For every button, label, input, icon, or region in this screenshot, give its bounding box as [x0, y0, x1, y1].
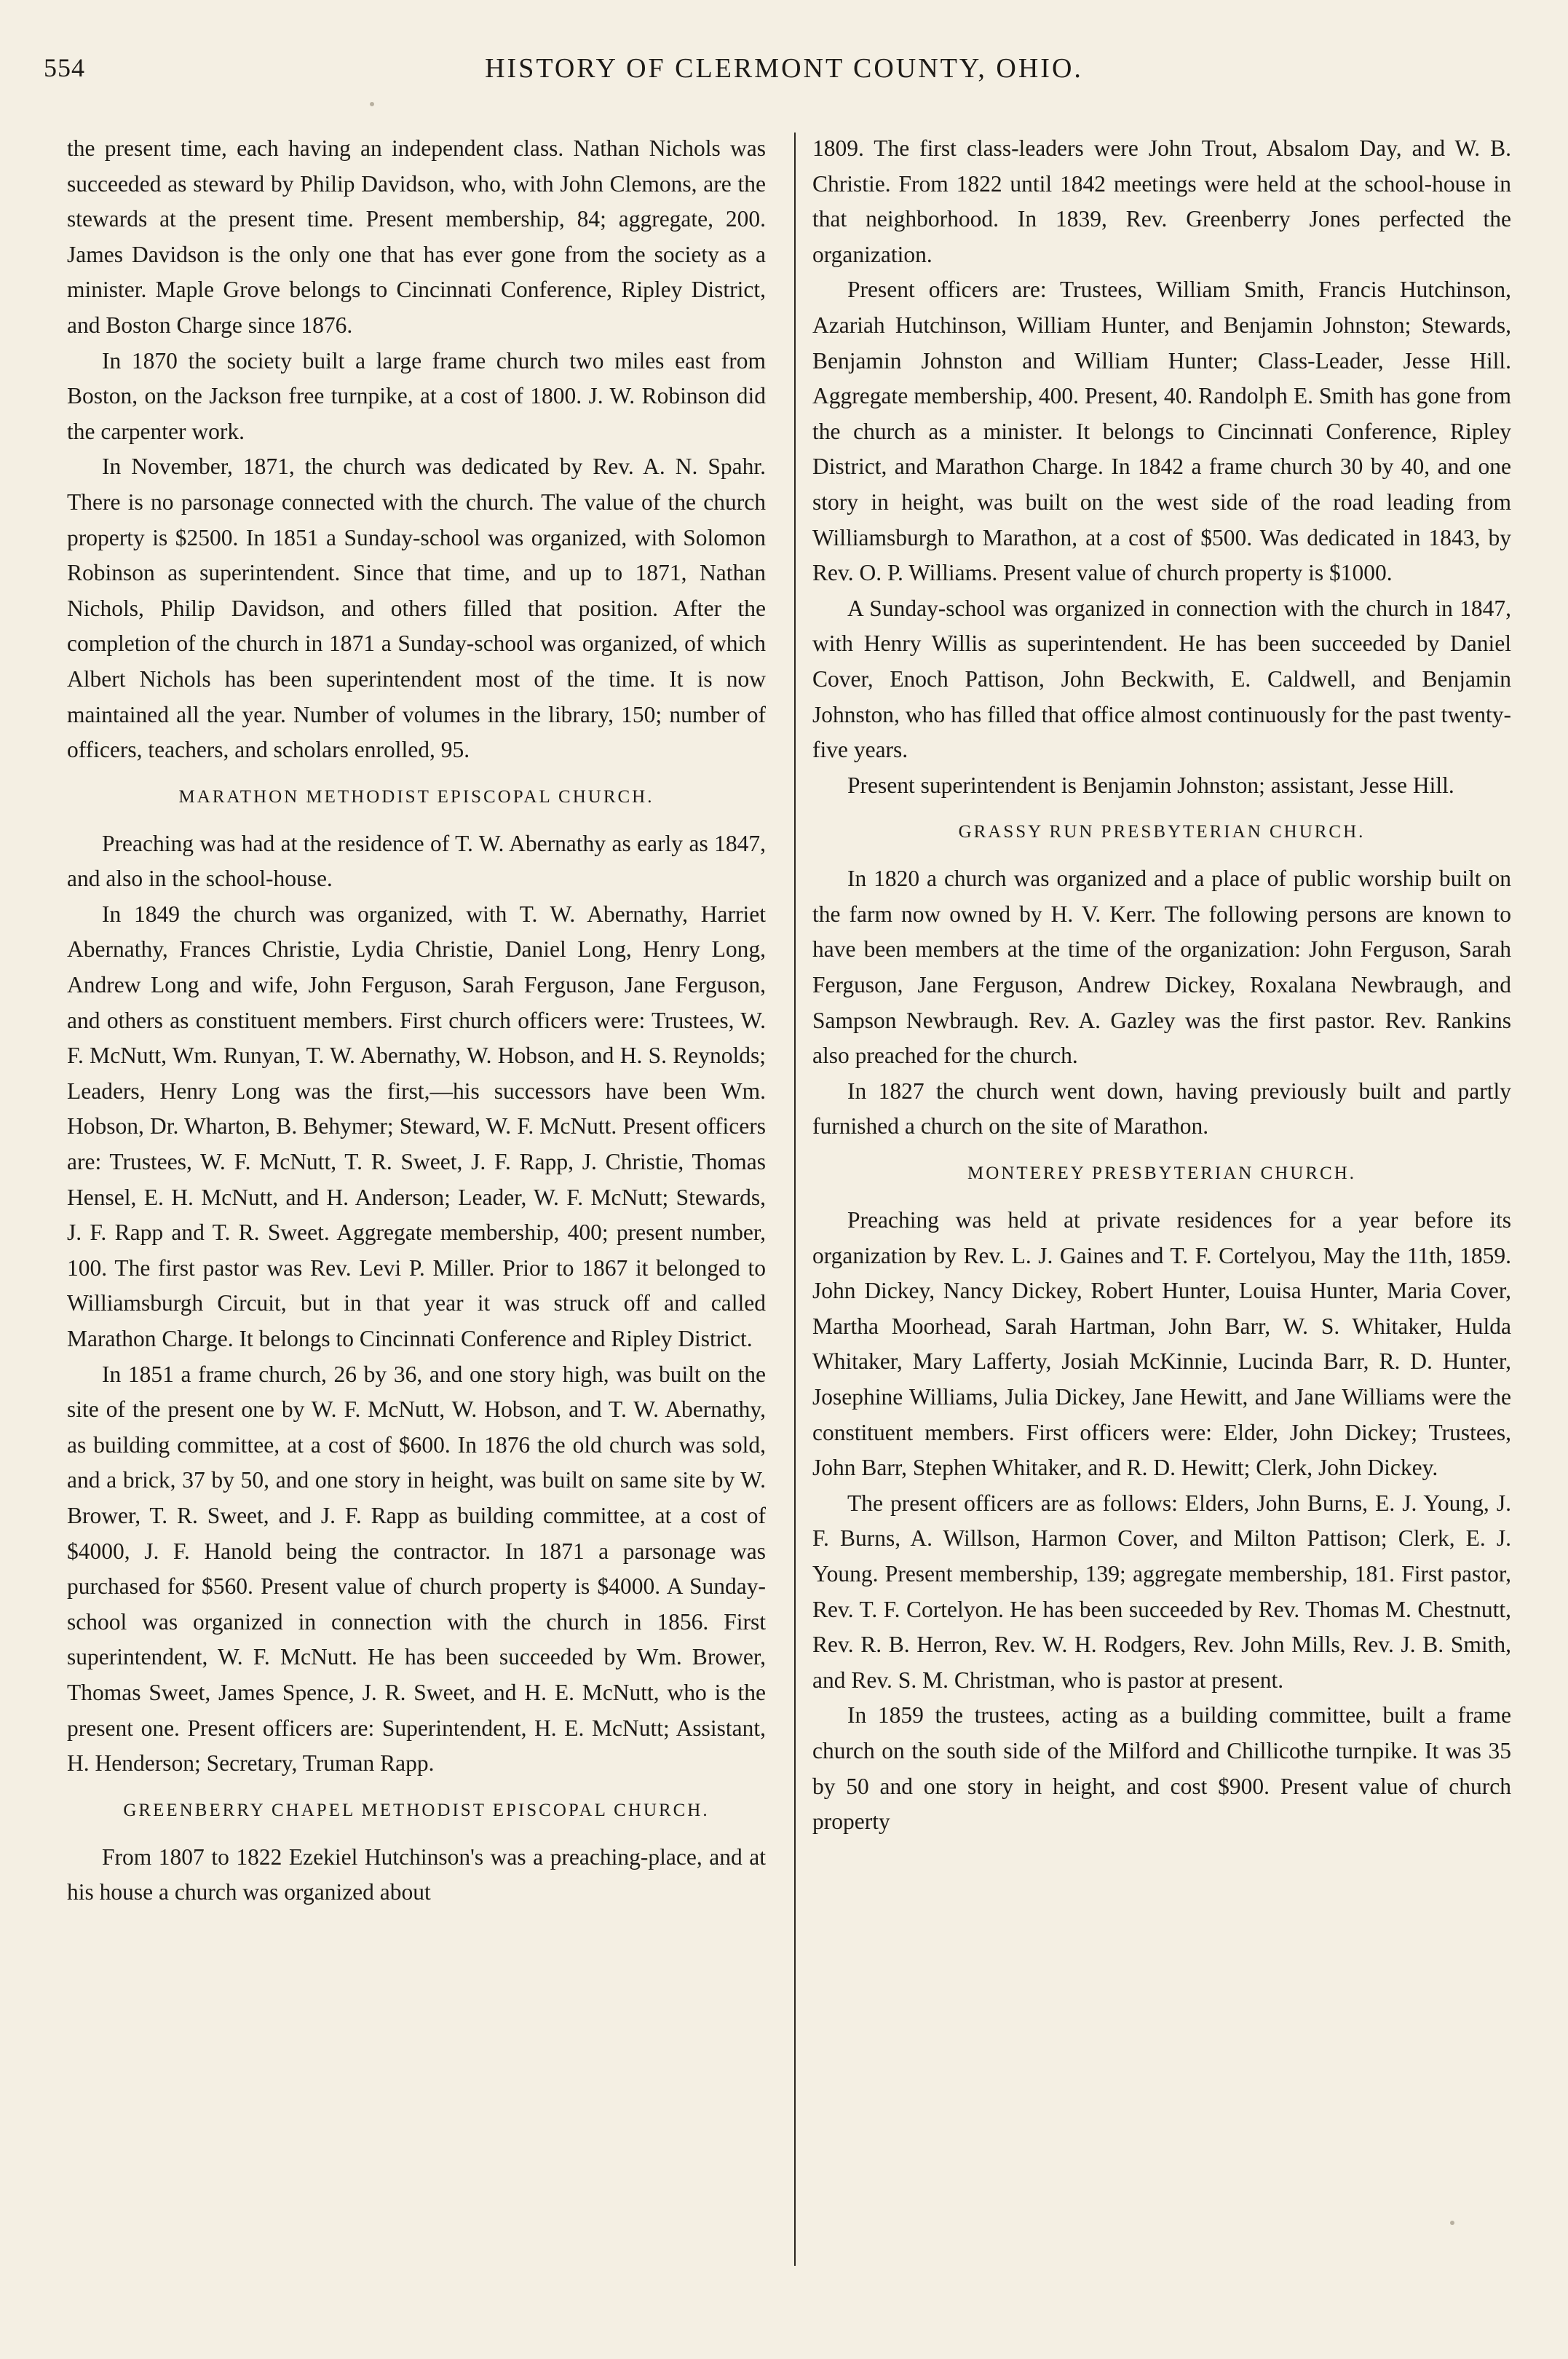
- paragraph: 1809. The first class-leaders were John Trout, Absalom Day, and W. B. Christie. From 1822 until 1842 meetings were held at the school-house in that neighborhood. In 1839, Rev. Greenberry Jones perfected the organization.: [812, 135, 1511, 267]
- paragraph: Preaching was held at private residences for a year before its organization by Rev. L. J. Gaines and T. F. Cortelyou, May the 11th, 1859. John Dickey, Nancy Dickey, Robert Hunter, Louisa Hunter, Maria Cover, Martha Moorhead, Sarah Hartman, John Barr, W. S. Whitaker, Hulda Whitaker, Mary Lafferty, Josiah McKinnie, Lucinda Barr, R. D. Hunter, Josephine Williams, Julia Dickey, Jane Hewitt, and Jane Williams were the constituent members. First officers were: Elder, John Dickey; Trustees, John Barr, Stephen Whitaker, and R. D. Hewitt; Clerk, John Dickey.: [812, 1207, 1511, 1481]
- left-column: [67, 131, 766, 1910]
- running-head: HISTORY OF CLERMONT COUNTY, OHIO.: [485, 53, 1083, 84]
- paragraph: In 1849 the church was organized, with T. W. Abernathy, Harriet Abernathy, Frances Christie, Lydia Christie, Daniel Long, Henry Long, Andrew Long and wife, John Ferguson, Sarah Ferguson, Jane Ferguson, and others as constituent members. First church officers were: Trustees, W. F. McNutt, Wm. Runyan, T. W. Abernathy, W. Hobson, and H. S. Reynolds; Leaders, Henry Long was the first,—his successors have been Wm. Hobson, Dr. Wharton, B. Behymer; Steward, W. F. McNutt. Present officers are: Trustees, W. F. McNutt, T. R. Sweet, J. F. Rapp, J. Christie, Thomas Hensel, E. H. McNutt, and H. Anderson; Leader, W. F. McNutt; Stewards, J. F. Rapp and T. R. Sweet. Aggregate membership, 400; present number, 100. The first pastor was Rev. Levi P. Miller. Prior to 1867 it belonged to Williamsburgh Circuit, but in that year it was struck off and called Marathon Charge. It belongs to Cincinnati Conference and Ripley District.: [67, 901, 766, 1351]
- paragraph: From 1807 to 1822 Ezekiel Hutchinson's was a preaching-place, and at his house a church was organized about: [67, 1844, 766, 1905]
- paragraph: Present superintendent is Benjamin Johnston; assistant, Jesse Hill.: [847, 772, 1454, 798]
- page-number: 554: [44, 53, 85, 82]
- paragraph: In 1851 a frame church, 26 by 36, and one story high, was built on the site of the present one by W. F. McNutt, W. Hobson, and T. W. Abernathy, as building committee, at a cost of $600. In 1876 the old church was sold, and a brick, 37 by 50, and one story in height, was built on same site by W. Brower, T. R. Sweet, and J. F. Rapp as building committee, at a cost of $4000, J. F. Hanold being the contractor. In 1871 a parsonage was purchased for $560. Present value of church property is $4000. A Sunday-school was organized in connection with the church in 1856. First superintendent, W. F. McNutt. He has been succeeded by Wm. Brower, Thomas Sweet, James Spence, J. R. Sweet, and H. E. McNutt, who is the present one. Present officers are: Superintendent, H. E. McNutt; Assistant, H. Henderson; Secretary, Truman Rapp.: [67, 1361, 766, 1777]
- paragraph: Preaching was had at the residence of T. W. Abernathy as early as 1847, and also in the school-house.: [67, 830, 766, 892]
- section-heading-marathon: MARATHON METHODIST EPISCOPAL CHURCH.: [178, 786, 654, 807]
- page-header: [0, 45, 1568, 89]
- section-heading-monterey: MONTEREY PRESBYTERIAN CHURCH.: [967, 1163, 1357, 1184]
- paragraph: Present officers are: Trustees, William Smith, Francis Hutchinson, Azariah Hutchinson, William Hunter, and Benjamin Johnston; Stewards, Benjamin Johnston and William Hunter; Class-Leader, Jesse Hill. Aggregate membership, 400. Present, 40. Randolph E. Smith has gone from the church as a minister. It belongs to Cincinnati Conference, Ripley District, and Marathon Charge. In 1842 a frame church 30 by 40, and one story in height, was built on the west side of the road leading from Williamsburgh to Marathon, at a cost of $500. Was dedicated in 1843, by Rev. O. P. Williams. Present value of church property is $1000.: [812, 277, 1511, 586]
- paragraph: the present time, each having an independent class. Nathan Nichols was succeeded as steward by Philip Davidson, who, with John Clemons, are the stewards at the present time. Present membership, 84; aggregate, 200. James Davidson is the only one that has ever gone from the society as a minister. Maple Grove belongs to Cincinnati Conference, Ripley District, and Boston Charge since 1876.: [67, 135, 766, 338]
- paragraph: In 1827 the church went down, having previously built and partly furnished a church on the site of Marathon.: [812, 1078, 1511, 1139]
- paragraph: A Sunday-school was organized in connection with the church in 1847, with Henry Willis as superintendent. He has been succeeded by Daniel Cover, Enoch Pattison, John Beckwith, E. Caldwell, and Benjamin Johnston, who has filled that office almost continuously for the past twenty-five years.: [812, 595, 1511, 763]
- paragraph: The present officers are as follows: Elders, John Burns, E. J. Young, J. F. Burns, A. Willson, Harmon Cover, and Milton Pattison; Clerk, E. J. Young. Present membership, 139; aggregate membership, 181. First pastor, Rev. T. F. Cortelyon. He has been succeeded by Rev. Thomas M. Chestnutt, Rev. R. B. Herron, Rev. W. H. Rodgers, Rev. John Mills, Rev. J. B. Smith, and Rev. S. M. Christman, who is pastor at present.: [812, 1490, 1511, 1693]
- section-heading-grassy-run: GRASSY RUN PRESBYTERIAN CHURCH.: [958, 822, 1366, 842]
- print-speck: [370, 102, 374, 106]
- paragraph: In 1859 the trustees, acting as a building committee, built a frame church on the south side of the Milford and Chillicothe turnpike. It was 35 by 50 and one story in height, and cost $900. Present value of church property: [812, 1702, 1511, 1835]
- print-speck: [1450, 2221, 1454, 2225]
- paragraph: In 1870 the society built a large frame church two miles east from Boston, on the Jackson free turnpike, at a cost of 1800. J. W. Robinson did the carpenter work.: [67, 347, 766, 444]
- column-divider: [794, 133, 796, 2266]
- right-column: [812, 131, 1511, 1840]
- section-heading-greenberry: GREENBERRY CHAPEL METHODIST EPISCOPAL CHURCH.: [123, 1800, 710, 1820]
- paragraph: In 1820 a church was organized and a place of public worship built on the farm now owned by H. V. Kerr. The following persons are known to have been members at the time of the organization: John Ferguson, Sarah Ferguson, Jane Ferguson, Andrew Dickey, Roxalana Newbraugh, and Sampson Newbraugh. Rev. A. Gazley was the first pastor. Rev. Rankins also preached for the church.: [812, 866, 1511, 1069]
- paragraph: In November, 1871, the church was dedicated by Rev. A. N. Spahr. There is no parsonage connected with the church. The value of the church property is $2500. In 1851 a Sunday-school was organized, with Solomon Robinson as superintendent. Since that time, and up to 1871, Nathan Nichols, Philip Davidson, and others filled that position. After the completion of the church in 1871 a Sunday-school was organized, of which Albert Nichols has been superintendent most of the time. It is now maintained all the year. Number of volumes in the library, 150; number of officers, teachers, and scholars enrolled, 95.: [67, 454, 766, 763]
